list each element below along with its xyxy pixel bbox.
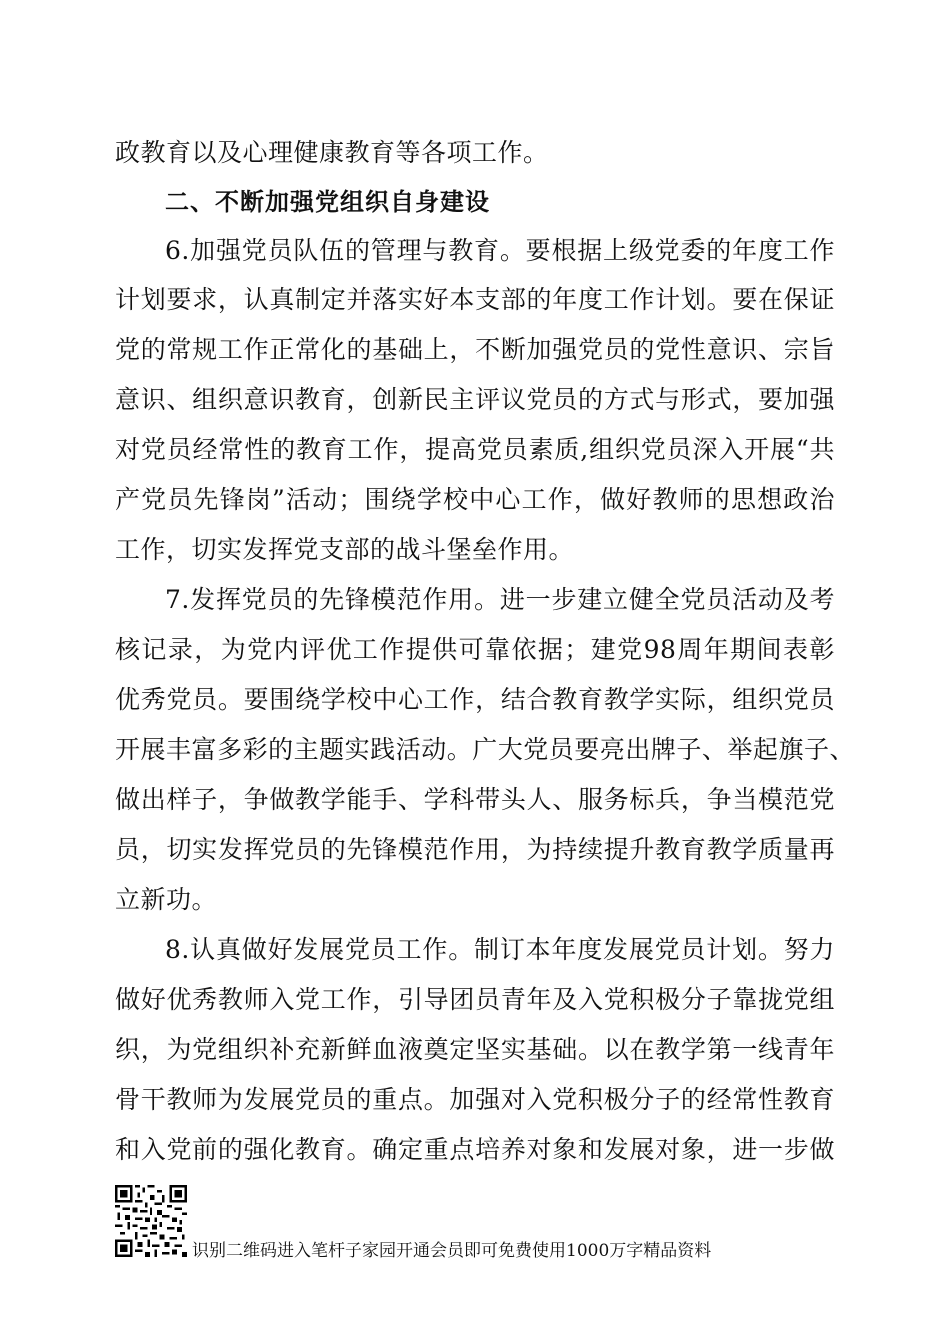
qr-code-icon[interactable] bbox=[115, 1185, 187, 1257]
paragraph-line: 8.认真做好发展党员工作。制订本年度发展党员计划。努力 bbox=[165, 935, 835, 964]
paragraph-line: 意识、组织意识教育，创新民主评议党员的方式与形式，要加强 bbox=[115, 385, 835, 414]
paragraph-line: 做出样子，争做教学能手、学科带头人、服务标兵，争当模范党 bbox=[115, 785, 835, 814]
paragraph-line: 产党员先锋岗”活动；围绕学校中心工作，做好教师的思想政治 bbox=[115, 485, 835, 514]
paragraph-line: 员，切实发挥党员的先锋模范作用，为持续提升教育教学质量再 bbox=[115, 835, 835, 864]
paragraph-line: 工作，切实发挥党支部的战斗堡垒作用。 bbox=[115, 535, 575, 564]
paragraph-line: 开展丰富多彩的主题实践活动。广大党员要亮出牌子、举起旗子、 bbox=[115, 735, 855, 764]
paragraph-line: 优秀党员。要围绕学校中心工作，结合教育教学实际，组织党员 bbox=[115, 685, 835, 714]
section-heading: 二、不断加强党组织自身建设 bbox=[165, 188, 490, 216]
paragraph-line: 织，为党组织补充新鲜血液奠定坚实基础。以在教学第一线青年 bbox=[115, 1035, 835, 1064]
footer-promo-text: 识别二维码进入笔杆子家园开通会员即可免费使用1000万字精品资料 bbox=[192, 1241, 712, 1261]
paragraph-line: 政教育以及心理健康教育等各项工作。 bbox=[115, 138, 549, 167]
paragraph-line: 6.加强党员队伍的管理与教育。要根据上级党委的年度工作 bbox=[165, 236, 835, 265]
paragraph-line: 对党员经常性的教育工作，提高党员素质,组织党员深入开展“共 bbox=[115, 435, 835, 464]
paragraph-line: 党的常规工作正常化的基础上，不断加强党员的党性意识、宗旨 bbox=[115, 335, 835, 364]
paragraph-line: 计划要求，认真制定并落实好本支部的年度工作计划。要在保证 bbox=[115, 285, 835, 314]
paragraph-line: 7.发挥党员的先锋模范作用。进一步建立健全党员活动及考 bbox=[165, 585, 835, 614]
paragraph-line: 立新功。 bbox=[115, 885, 218, 914]
paragraph-line: 核记录，为党内评优工作提供可靠依据；建党98周年期间表彰 bbox=[115, 635, 835, 664]
paragraph-line: 骨干教师为发展党员的重点。加强对入党积极分子的经常性教育 bbox=[115, 1085, 835, 1114]
paragraph-line: 和入党前的强化教育。确定重点培养对象和发展对象，进一步做 bbox=[115, 1135, 835, 1164]
paragraph-line: 做好优秀教师入党工作，引导团员青年及入党积极分子靠拢党组 bbox=[115, 985, 835, 1014]
